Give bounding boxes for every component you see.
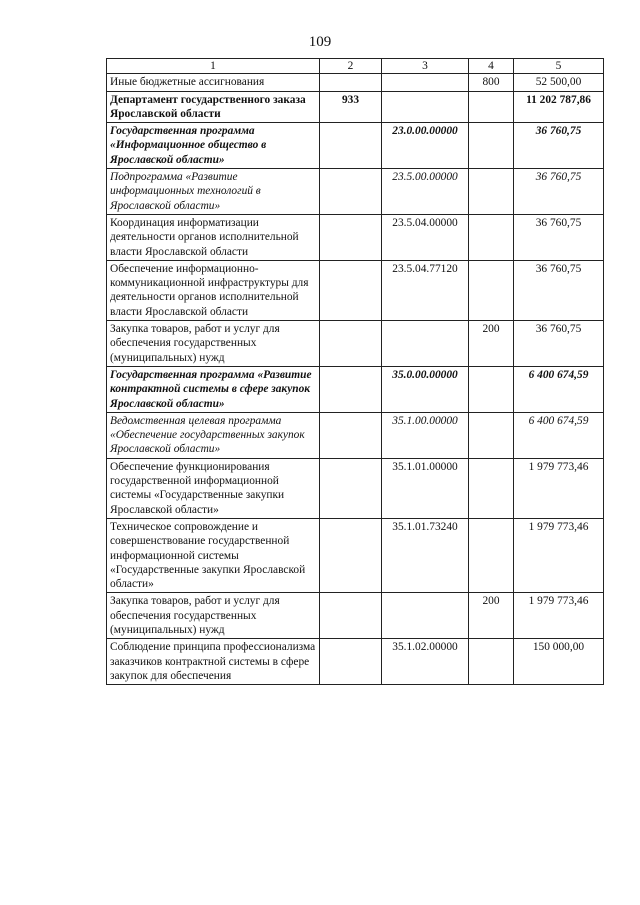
table-header-row: [107, 59, 604, 74]
row-csr-cell: 35.0.00.00000: [382, 366, 469, 412]
row-code-cell: [320, 458, 382, 518]
row-csr-cell: 35.1.01.00000: [382, 458, 469, 518]
row-vr-cell: [469, 412, 514, 458]
row-csr-cell: 35.1.02.00000: [382, 639, 469, 685]
table-row: [107, 321, 604, 367]
table-row: [107, 260, 604, 320]
row-code-cell: [320, 74, 382, 91]
row-vr-cell: [469, 639, 514, 685]
table-row: [107, 458, 604, 518]
row-name-cell: Соблюдение принципа профессионализма заказчиков контрактной системы в сфере закупок для обеспечения: [107, 639, 320, 685]
row-name-cell: Подпрограмма «Развитие информационных технологий в Ярославской области»: [107, 169, 320, 215]
row-sum-cell: 11 202 787,86: [514, 91, 604, 123]
row-name-cell: Государственная программа «Развитие контрактной системы в сфере закупок Ярославской области»: [107, 366, 320, 412]
row-sum-cell: 36 760,75: [514, 169, 604, 215]
row-sum-cell: 150 000,00: [514, 639, 604, 685]
header-col-1: 1: [107, 59, 320, 74]
row-sum-cell: 6 400 674,59: [514, 366, 604, 412]
header-col-3: 3: [382, 59, 469, 74]
row-vr-cell: [469, 518, 514, 592]
row-name-cell: Закупка товаров, работ и услуг для обеспечения государственных (муниципальных) нужд: [107, 593, 320, 639]
row-vr-cell: [469, 214, 514, 260]
row-csr-cell: [382, 74, 469, 91]
page-number: 109: [308, 34, 332, 50]
row-csr-cell: 23.5.00.00000: [382, 169, 469, 215]
row-vr-cell: [469, 458, 514, 518]
header-col-5: 5: [514, 59, 604, 74]
row-sum-cell: 1 979 773,46: [514, 458, 604, 518]
row-name-cell: Государственная программа «Информационное общество в Ярославской области»: [107, 123, 320, 169]
row-name-cell: Ведомственная целевая программа «Обеспечение государственных закупок Ярославской области»: [107, 412, 320, 458]
row-csr-cell: 23.5.04.00000: [382, 214, 469, 260]
row-code-cell: [320, 321, 382, 367]
row-sum-cell: 1 979 773,46: [514, 518, 604, 592]
row-vr-cell: 200: [469, 593, 514, 639]
table-row: [107, 74, 604, 91]
table-row: [107, 169, 604, 215]
row-sum-cell: 1 979 773,46: [514, 593, 604, 639]
row-name-cell: Закупка товаров, работ и услуг для обеспечения государственных (муниципальных) нужд: [107, 321, 320, 367]
row-sum-cell: 6 400 674,59: [514, 412, 604, 458]
table-row: [107, 214, 604, 260]
row-sum-cell: 36 760,75: [514, 260, 604, 320]
table-row: [107, 412, 604, 458]
row-sum-cell: 36 760,75: [514, 123, 604, 169]
row-code-cell: [320, 593, 382, 639]
row-name-cell: Иные бюджетные ассигнования: [107, 74, 320, 91]
row-vr-cell: [469, 91, 514, 123]
row-code-cell: [320, 123, 382, 169]
budget-table: [106, 58, 604, 685]
table-row: [107, 91, 604, 123]
row-name-cell: Координация информатизации деятельности органов исполнительной власти Ярославской области: [107, 214, 320, 260]
row-code-cell: [320, 260, 382, 320]
header-col-2: 2: [320, 59, 382, 74]
row-csr-cell: [382, 91, 469, 123]
row-csr-cell: 35.1.01.73240: [382, 518, 469, 592]
row-csr-cell: 35.1.00.00000: [382, 412, 469, 458]
row-csr-cell: 23.0.00.00000: [382, 123, 469, 169]
row-name-cell: Обеспечение функционирования государственной информационной системы «Государственные закупки Ярославской области»: [107, 458, 320, 518]
row-vr-cell: [469, 366, 514, 412]
row-code-cell: [320, 169, 382, 215]
row-sum-cell: 36 760,75: [514, 214, 604, 260]
table-row: [107, 518, 604, 592]
row-code-cell: [320, 366, 382, 412]
table-row: [107, 123, 604, 169]
row-sum-cell: 52 500,00: [514, 74, 604, 91]
row-name-cell: Департамент государственного заказа Ярославской области: [107, 91, 320, 123]
row-code-cell: [320, 214, 382, 260]
row-code-cell: 933: [320, 91, 382, 123]
row-vr-cell: [469, 260, 514, 320]
row-vr-cell: [469, 169, 514, 215]
row-name-cell: Обеспечение информационно-коммуникационной инфраструктуры для деятельности органов исполнительной власти Ярославской области: [107, 260, 320, 320]
row-csr-cell: 23.5.04.77120: [382, 260, 469, 320]
header-col-4: 4: [469, 59, 514, 74]
row-csr-cell: [382, 321, 469, 367]
row-vr-cell: 800: [469, 74, 514, 91]
row-code-cell: [320, 639, 382, 685]
row-code-cell: [320, 518, 382, 592]
table-row: [107, 639, 604, 685]
table-row: [107, 366, 604, 412]
row-vr-cell: [469, 123, 514, 169]
row-csr-cell: [382, 593, 469, 639]
table-row: [107, 593, 604, 639]
row-sum-cell: 36 760,75: [514, 321, 604, 367]
row-code-cell: [320, 412, 382, 458]
row-name-cell: Техническое сопровождение и совершенствование государственной информационной системы «Государственные закупки Ярославской области»: [107, 518, 320, 592]
row-vr-cell: 200: [469, 321, 514, 367]
